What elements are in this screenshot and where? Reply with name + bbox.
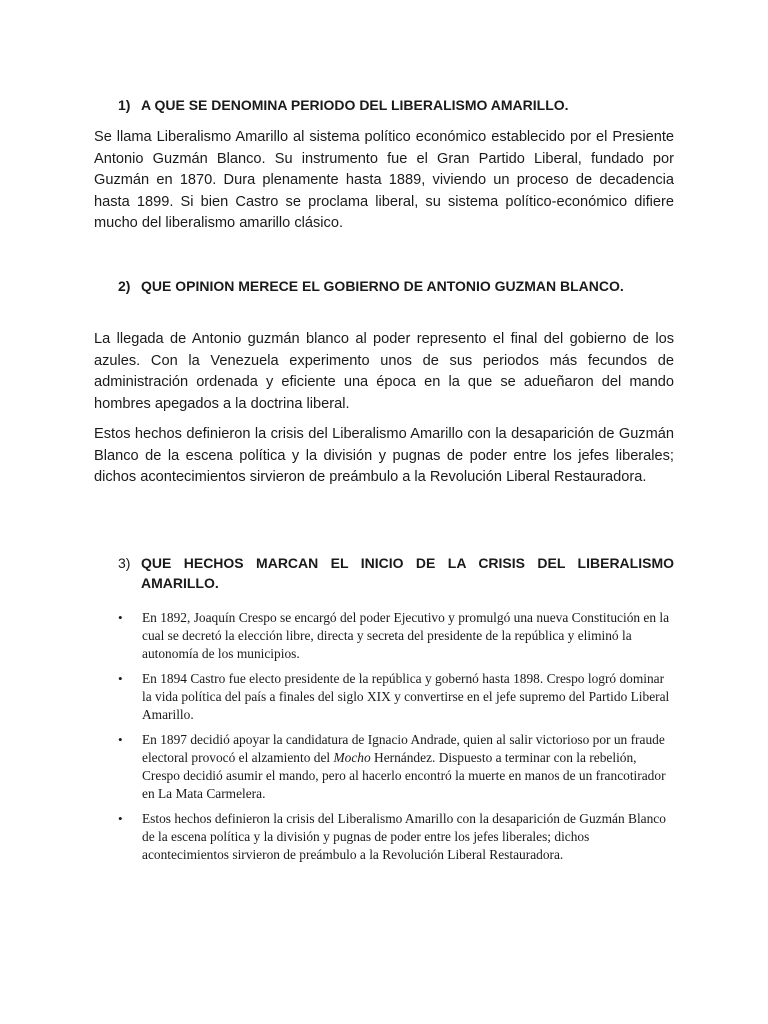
section-2-title: QUE OPINION MERECE EL GOBIERNO DE ANTONIO GUZMAN BLANCO. (141, 278, 624, 294)
section-1-number: 1) (118, 97, 131, 113)
list-item-text (142, 732, 666, 802)
list-item-text: Estos hechos definieron la crisis del Liberalismo Amarillo con la desaparición de Guzmán Blanco de la escena política y la división y pugnas de poder entre los jefes liberales; dichos acontecimientos sirvieron de preámbulo a la Revolución Liberal Restauradora. (142, 810, 666, 862)
list-item-text-end: Hernández. Dispuesto a terminar con la rebelión, Crespo decidió asumir el mando, pero al hacerlo encontró la muerte en manos de un francotirador en La Mata Carmelera. (142, 749, 666, 802)
bullet-icon: • (118, 610, 123, 625)
list-item-text-start: En 1897 decidió apoyar la candidatura de Ignacio Andrade, quien al salir victorioso por un fraude electoral provocó el alzamiento del (142, 731, 665, 765)
list-item (118, 670, 676, 725)
list-item-text: En 1892, Joaquín Crespo se encargó del poder Ejecutivo y promulgó una nueva Constitución en la cual se decretó la elección libre, directa y secreta del presidente de la república y eliminó la autonomía de los municipios. (142, 610, 670, 662)
section-2-number: 2) (118, 278, 131, 294)
section-2-paragraph-1: La llegada de Antonio guzmán blanco al poder represento el final del gobierno de los azules. Con la Venezuela experimento unos de sus periodos más fecundos de administración ordenada y eficiente una época en la que se adueñaron del mando hombres apegados a la doctrina liberal. (94, 331, 674, 412)
section-2-heading (94, 276, 674, 296)
list-item-italic-name: Mocho (333, 749, 371, 765)
bullet-icon: • (118, 731, 123, 747)
list-item (118, 810, 676, 865)
section-1-title: A QUE SE DENOMINA PERIODO DEL LIBERALISMO AMARILLO. (141, 97, 569, 113)
section-3-number: 3) (118, 555, 131, 571)
section-3-title: QUE HECHOS MARCAN EL INICIO DE LA CRISIS DEL LIBERALISMO AMARILLO. (141, 555, 674, 591)
list-item-text: En 1894 Castro fue electo presidente de la república y gobernó hasta 1898. Crespo logró dominar la vida política del país a finales del siglo XIX y convertirse en el jefe supremo del Partido Liberal Amarillo. (142, 670, 670, 723)
section-1-heading (94, 95, 674, 115)
section-3-bullet-list (118, 609, 676, 870)
list-item (118, 609, 676, 664)
section-3-heading (94, 553, 674, 593)
bullet-icon: • (118, 670, 123, 686)
section-1-paragraph: Se llama Liberalismo Amarillo al sistema político económico establecido por el Presiente Antonio Guzmán Blanco. Su instrumento fue el Gran Partido Liberal, fundado por Guzmán en 1870. Dura plenamente hasta 1889, viviendo un proceso de decadencia hasta 1899. Si bien Castro se proclama liberal, su sistema político-económico difiere mucho del liberalismo amarillo clásico. (94, 129, 674, 232)
bullet-icon: • (118, 810, 123, 826)
list-item (118, 731, 676, 804)
section-2-paragraph-2: Estos hechos definieron la crisis del Liberalismo Amarillo con la desaparición de Guzmán Blanco de la escena política y la división y pugnas de poder entre los jefes liberales; dichos acontecimientos sirvieron de preámbulo a la Revolución Liberal Restauradora. (94, 426, 674, 486)
